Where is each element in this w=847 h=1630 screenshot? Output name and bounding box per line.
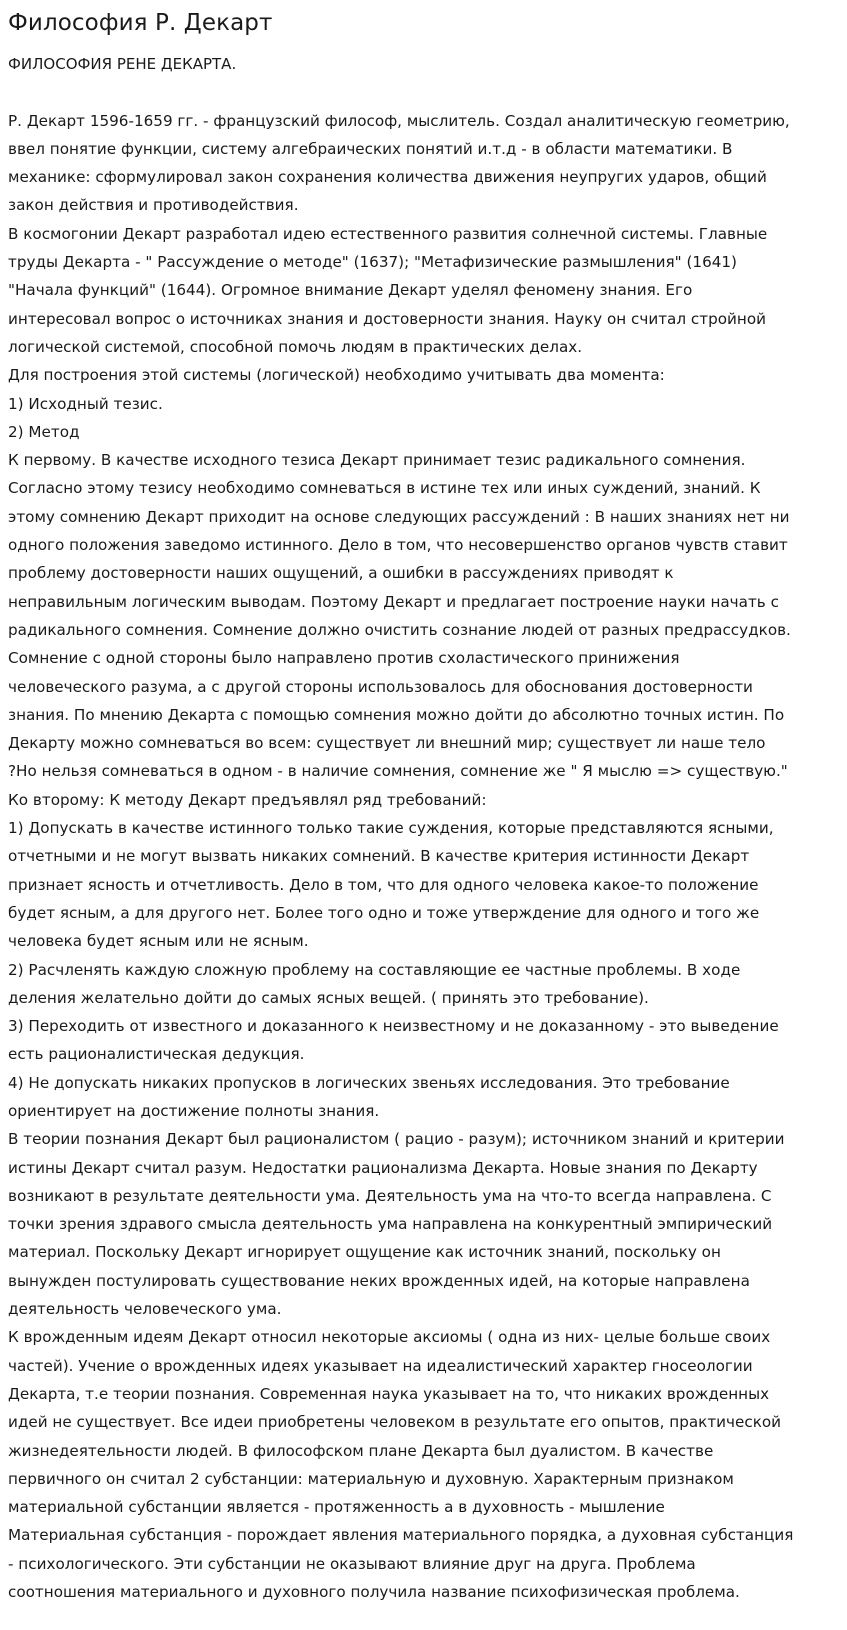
text-line: Декарту можно сомневаться во всем: существует ли внешний мир; существует ли наше тело: [8, 734, 766, 753]
text-line: истины Декарт считал разум. Недостатки рационализма Декарта. Новые знания по Декарту: [8, 1158, 758, 1177]
text-line: Ко второму: К методу Декарт предъявлял ряд требований:: [8, 790, 487, 809]
text-line: Р. Декарт 1596-1659 гг. - французский философ, мыслитель. Создал аналитическую геометрию,: [8, 111, 790, 130]
text-line: проблему достоверности наших ощущений, а ошибки в рассуждениях приводят к: [8, 564, 674, 583]
text-line: соотношения материального и духовного получила название психофизическая проблема.: [8, 1583, 740, 1602]
text-line: Сомнение с одной стороны было направлено против схоластического принижения: [8, 649, 680, 668]
text-line: ориентирует на достижение полноты знания.: [8, 1101, 380, 1120]
blank-line: [8, 78, 839, 106]
text-line: жизнедеятельности людей. В философском плане Декарта был дуалистом. В качестве: [8, 1441, 714, 1460]
text-line: вынужден постулировать существование неких врожденных идей, на которые направлена: [8, 1271, 750, 1290]
text-line: радикального сомнения. Сомнение должно очистить сознание людей от разных предрассудков.: [8, 620, 791, 639]
text-line: Согласно этому тезису необходимо сомневаться в истине тех или иных суждений, знаний. К: [8, 479, 761, 498]
text-line: признает ясность и отчетливость. Дело в том, что для одного человека какое-то положение: [8, 875, 759, 894]
text-line: К первому. В качестве исходного тезиса Декарт принимает тезис радикального сомнения.: [8, 451, 746, 470]
text-line: ввел понятие функции, систему алгебраических понятий и.т.д - в области математики. В: [8, 139, 733, 158]
text-line: идей не существует. Все идеи приобретены человеком в результате его опытов, практической: [8, 1413, 782, 1432]
text-line: механике: сформулировал закон сохранения количества движения неупругих ударов, общий: [8, 168, 767, 187]
text-line: закон действия и противодействия.: [8, 196, 299, 215]
text-line: интересовал вопрос о источниках знания и достоверности знания. Науку он считал стройной: [8, 309, 766, 328]
text-line: этому сомнению Декарт приходит на основе следующих рассуждений : В наших знаниях нет ни: [8, 507, 790, 526]
text-line: Материальная субстанция - порождает явления материального порядка, а духовная субстанция: [8, 1526, 794, 1545]
text-line: деятельность человеческого ума.: [8, 1300, 282, 1319]
text-line: 1) Исходный тезис.: [8, 394, 163, 413]
text-line: знания. По мнению Декарта с помощью сомнения можно дойти до абсолютно точных истин. По: [8, 705, 785, 724]
text-line: одного положения заведомо истинного. Дело в том, что несовершенство органов чувств ставит: [8, 536, 788, 555]
text-line: В теории познания Декарт был рационалистом ( рацио - разум); источником знаний и критерии: [8, 1130, 785, 1149]
text-line: 2) Расчленять каждую сложную проблему на составляющие ее частные проблемы. В ходе: [8, 960, 741, 979]
text-line: отчетными и не могут вызвать никаких сомнений. В качестве критерия истинности Декарт: [8, 847, 750, 866]
text-line: - психологического. Эти субстанции не оказывают влияние друг на друга. Проблема: [8, 1554, 696, 1573]
text-line: логической системой, способной помочь людям в практических делах.: [8, 337, 583, 356]
document-body: [8, 107, 839, 1607]
page-title: Философия Р. Декарт: [8, 10, 273, 36]
document-subtitle: ФИЛОСОФИЯ РЕНЕ ДЕКАРТА.: [8, 55, 237, 73]
text-line: 4) Не допускать никаких пропусков в логических звеньях исследования. Это требование: [8, 1073, 730, 1092]
text-line: Декарта, т.е теории познания. Современная наука указывает на то, что никаких врожденных: [8, 1384, 770, 1403]
text-line: ?Но нельзя сомневаться в одном - в наличие сомнения, сомнение же " Я мыслю => существую.": [8, 762, 788, 781]
text-line: труды Декарта - " Рассуждение о методе" (1637); "Метафизические размышления" (1641): [8, 253, 737, 272]
text-line: 3) Переходить от известного и доказанного к неизвестному и не доказанному - это выведение: [8, 1017, 779, 1036]
text-line: Для построения этой системы (логической) необходимо учитывать два момента:: [8, 366, 665, 385]
text-line: будет ясным, а для другого нет. Более того одно и тоже утверждение для одного и того же: [8, 903, 760, 922]
text-line: В космогонии Декарт разработал идею естественного развития солнечной системы. Главные: [8, 224, 768, 243]
text-line: человеческого разума, а с другой стороны использовалось для обоснования достоверности: [8, 677, 753, 696]
text-line: есть рационалистическая дедукция.: [8, 1045, 305, 1064]
text-line: возникают в результате деятельности ума. Деятельность ума на что-то всегда направлена. С: [8, 1186, 772, 1205]
text-line: человека будет ясным или не ясным.: [8, 932, 309, 951]
text-line: 1) Допускать в качестве истинного только такие суждения, которые представляются ясными,: [8, 819, 774, 838]
text-line: точки зрения здравого смысла деятельность ума направлена на конкурентный эмпирический: [8, 1215, 773, 1234]
text-line: К врожденным идеям Декарт относил некоторые аксиомы ( одна из них- целые больше своих: [8, 1328, 771, 1347]
text-line: "Начала функций" (1644). Огромное внимание Декарт уделял феномену знания. Его: [8, 281, 693, 300]
text-line: деления желательно дойти до самых ясных вещей. ( принять это требование).: [8, 988, 649, 1007]
text-line: первичного он считал 2 субстанции: материальную и духовную. Характерным признаком: [8, 1469, 734, 1488]
text-line: неправильным логическим выводам. Поэтому Декарт и предлагает построение науки начать с: [8, 592, 779, 611]
text-line: 2) Метод: [8, 422, 80, 441]
text-line: материал. Поскольку Декарт игнорирует ощущение как источник знаний, поскольку он: [8, 1243, 721, 1262]
text-line: частей). Учение о врожденных идеях указывает на идеалистический характер гносеологии: [8, 1356, 753, 1375]
text-line: материальной субстанции является - протяженность а в духовность - мышление: [8, 1498, 665, 1517]
